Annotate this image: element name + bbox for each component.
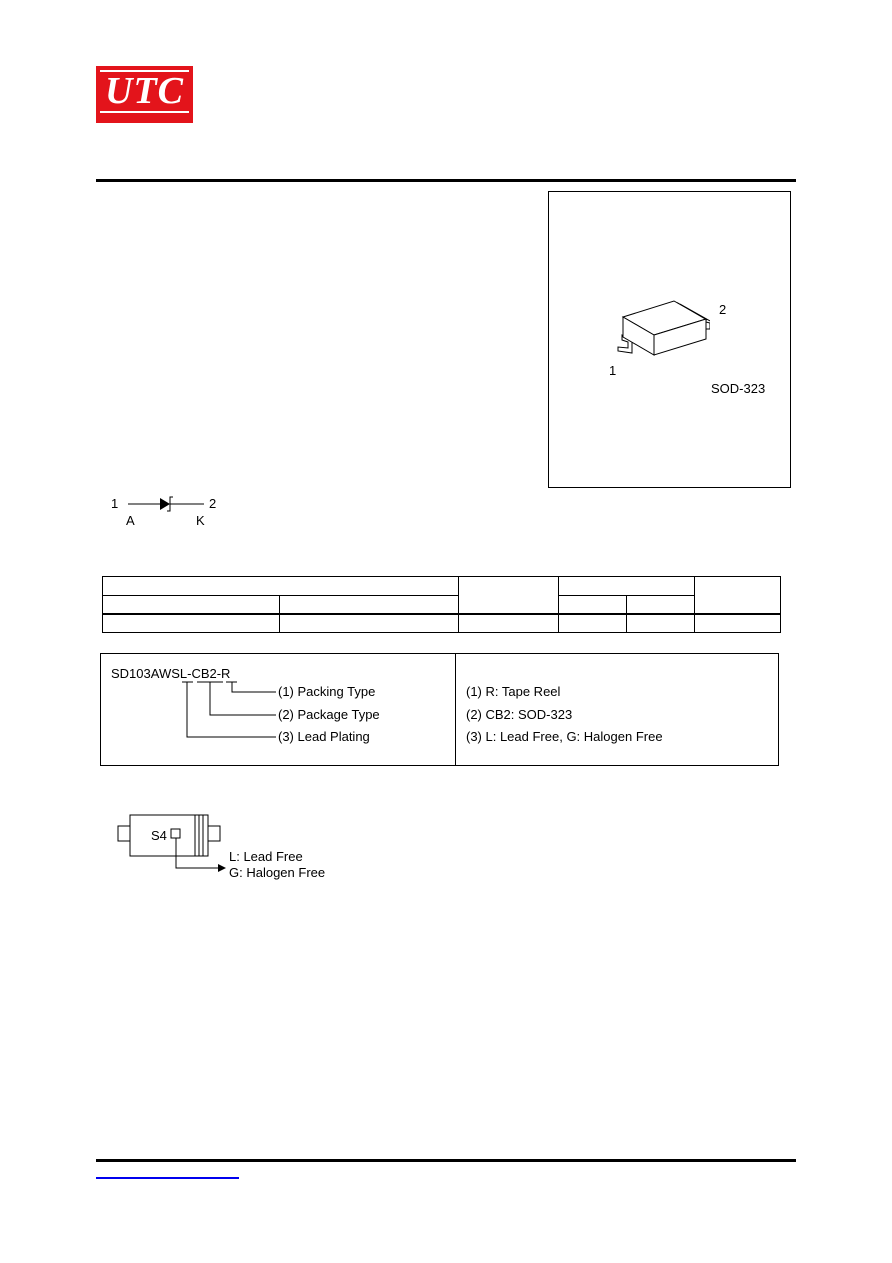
table-cell <box>559 614 627 632</box>
symbol-pin2: 2 <box>209 496 217 511</box>
legend-lead-plating: (3) Lead Plating <box>278 729 370 744</box>
website-link[interactable] <box>96 1177 239 1179</box>
table-cell <box>103 596 280 614</box>
code-lead-plating: (3) L: Lead Free, G: Halogen Free <box>466 729 663 744</box>
symbol-anode: A <box>126 513 135 528</box>
ordering-info-table <box>102 576 781 633</box>
table-cell <box>280 596 459 614</box>
marking-note-lead-free: L: Lead Free <box>229 849 303 864</box>
legend-packing-type: (1) Packing Type <box>278 684 376 699</box>
sod323-package-drawing <box>610 295 710 360</box>
symbol-cathode: K <box>196 513 205 528</box>
table-cell <box>559 596 627 614</box>
part-number: SD103AWSL-CB2-R <box>111 666 231 681</box>
schottky-diode-symbol <box>128 495 208 515</box>
part-number-divider <box>455 653 456 766</box>
package-pin2-label: 2 <box>719 302 727 317</box>
logo-text: UTC <box>105 70 184 112</box>
table-cell <box>459 614 559 632</box>
marking-diagram <box>116 813 226 875</box>
table-cell <box>627 614 695 632</box>
utc-logo <box>96 66 193 123</box>
table-cell <box>695 577 781 615</box>
table-cell <box>695 614 781 632</box>
table-cell <box>103 614 280 632</box>
marking-code: S4 <box>151 828 167 843</box>
code-package: (2) CB2: SOD-323 <box>466 707 573 722</box>
table-cell <box>280 614 459 632</box>
package-name-label: SOD-323 <box>711 381 766 396</box>
legend-package-type: (2) Package Type <box>278 707 380 722</box>
table-cell <box>559 577 695 596</box>
marking-note-halogen-free: G: Halogen Free <box>229 865 326 880</box>
header-rule <box>96 179 796 182</box>
symbol-pin1: 1 <box>111 496 119 511</box>
part-number-callout-lines <box>180 680 280 742</box>
table-cell <box>103 577 459 596</box>
table-cell <box>627 596 695 614</box>
footer-rule <box>96 1159 796 1162</box>
table-cell <box>459 577 559 615</box>
package-pin1-label: 1 <box>609 363 617 378</box>
code-packing: (1) R: Tape Reel <box>466 684 561 699</box>
